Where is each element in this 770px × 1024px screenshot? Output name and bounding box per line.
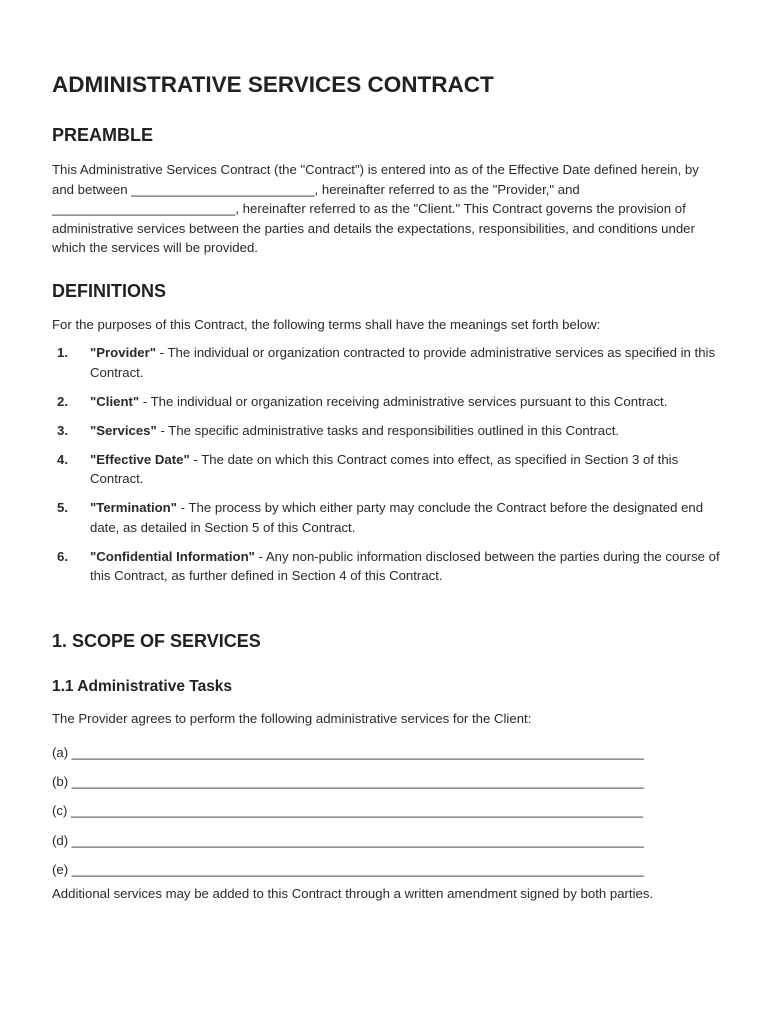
definitions-heading: DEFINITIONS: [52, 281, 167, 301]
task-blank-line-a[interactable]: (a) ______________________________________________________________________________: [52, 745, 644, 760]
preamble-text: This Administrative Services Contract (the "Contract") is entered into as of the Effective Date defined herein, by and between _________________________, hereinafter referred to as the "Provider," and _________________________, hereinafter referred to as the "Client." This Contract governs the provision of administrative services between the parties and details the expectations, responsibilities, and conditions under which the services will be provided.: [52, 162, 699, 256]
task-blank-line-b[interactable]: (b) ______________________________________________________________________________: [52, 774, 644, 790]
administrative-tasks-subheading: 1.1 Administrative Tasks: [52, 678, 233, 695]
task-blank-line-e[interactable]: (e) ______________________________________________________________________________: [52, 861, 644, 877]
definition-term: "Termination": [90, 500, 177, 516]
definitions-intro: For the purposes of this Contract, the following terms shall have the meanings set forth below:: [52, 317, 601, 332]
definition-term: "Effective Date": [90, 451, 190, 467]
definition-text: - The date on which this Contract comes into effect, as specified in Section 3 of this Contract.: [90, 451, 679, 487]
definition-item: [52, 421, 722, 441]
definitions-list: [52, 343, 722, 595]
scope-heading: 1. SCOPE OF SERVICES: [52, 631, 261, 651]
definition-number: 1.: [57, 345, 68, 360]
definition-text: - Any non-public information disclosed between the parties during the course of this Contract, as further defined in Section 4 of this Contract.: [90, 548, 720, 584]
definition-text: - The process by which either party may conclude the Contract before the designated end date, as detailed in Section 5 of this Contract.: [90, 500, 704, 535]
task-blank-line-d[interactable]: (d) ______________________________________________________________________________: [52, 832, 644, 848]
definition-term: "Confidential Information": [90, 548, 255, 564]
definition-text: - The individual or organization contracted to provide administrative services as specified in this Contract.: [90, 345, 716, 380]
scope-intro: The Provider agrees to perform the following administrative services for the Client:: [52, 711, 532, 726]
task-blank-line-c[interactable]: (c) ______________________________________________________________________________: [52, 803, 644, 819]
definition-number: 2.: [57, 393, 68, 409]
definition-item: [52, 547, 722, 586]
definition-term: "Client": [90, 393, 140, 409]
definition-term: "Provider": [90, 345, 157, 360]
definition-number: 6.: [57, 548, 68, 564]
definition-number: 3.: [57, 422, 68, 438]
definition-number: 5.: [57, 500, 68, 516]
preamble-heading: PREAMBLE: [52, 125, 154, 145]
definition-term: "Services": [90, 422, 157, 438]
definition-item: [52, 450, 722, 489]
definition-item: [52, 392, 722, 412]
definition-item: [52, 343, 722, 382]
definition-text: - The individual or organization receiving administrative services pursuant to this Contract.: [139, 393, 668, 409]
additional-services-text: Additional services may be added to this Contract through a written amendment signed by both parties.: [52, 886, 654, 901]
definition-text: - The specific administrative tasks and responsibilities outlined in this Contract.: [156, 422, 620, 438]
definition-item: [52, 498, 722, 537]
document-title: ADMINISTRATIVE SERVICES CONTRACT: [52, 72, 494, 97]
definition-number: 4.: [57, 451, 68, 467]
task-blank-lines: [52, 738, 712, 884]
